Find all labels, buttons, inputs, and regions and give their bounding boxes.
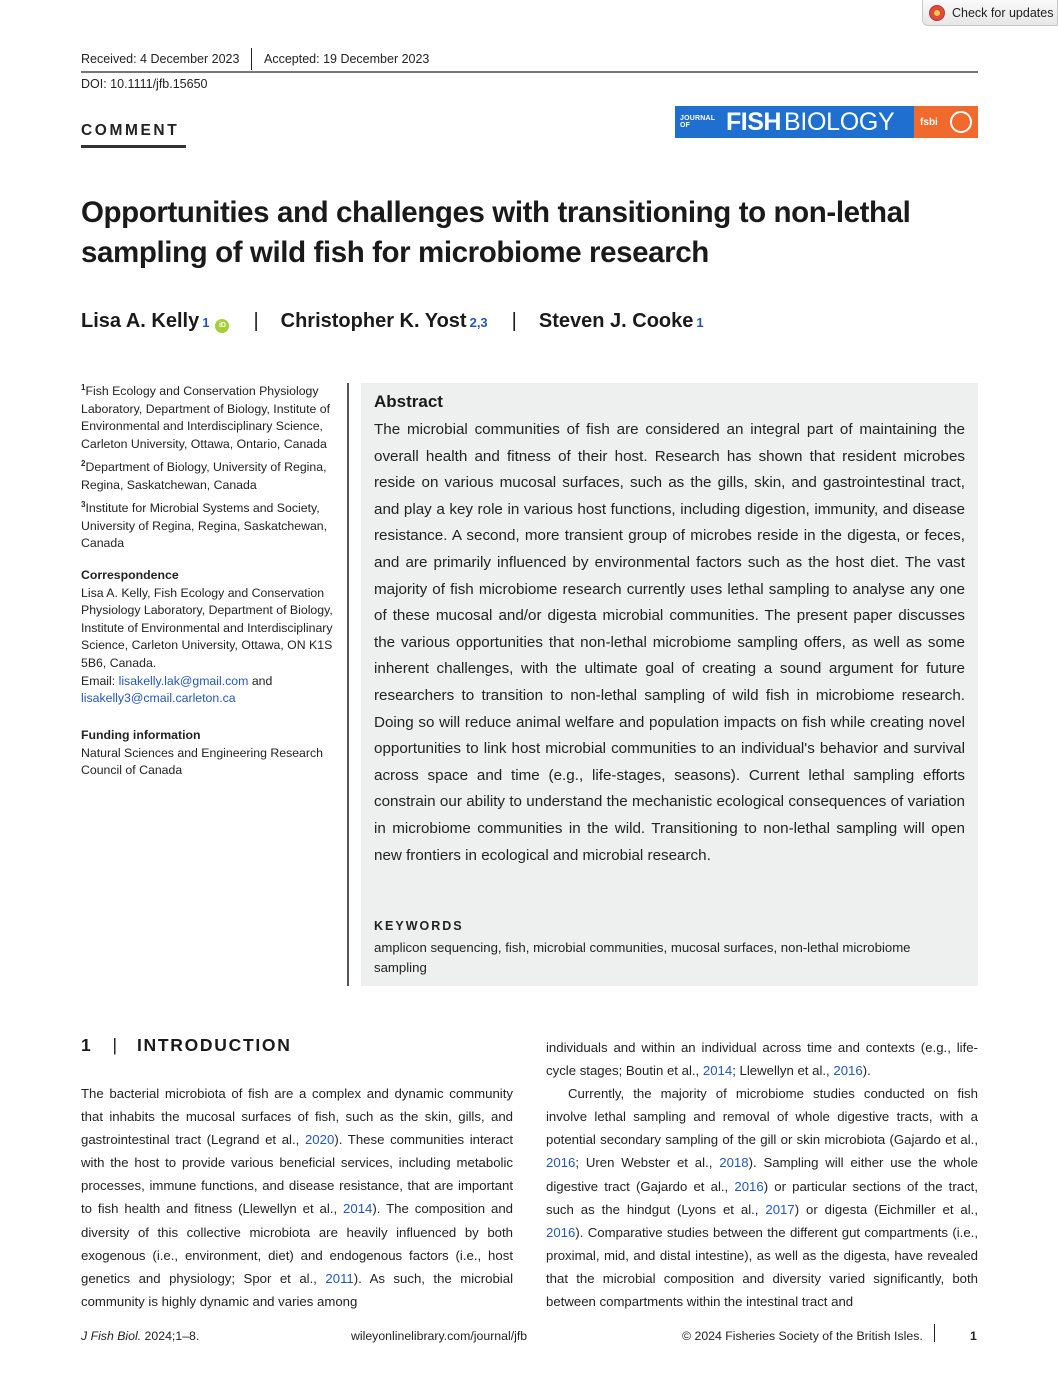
author-separator: | (253, 310, 259, 332)
fsbi-text: fsbi (920, 116, 938, 128)
received-date: Received: 4 December 2023 (81, 52, 240, 66)
citation-year-link[interactable]: 2016 (546, 1155, 576, 1171)
logo-biology-text: BIOLOGY (783, 107, 895, 136)
correspondence-block (81, 567, 343, 708)
affiliation-2 (81, 455, 343, 494)
author-separator: | (511, 310, 517, 332)
citation-year-link[interactable]: 2014 (343, 1201, 373, 1217)
affiliation-text: Department of Biology, University of Regina, Regina, Saskatchewan, Canada (81, 460, 327, 492)
author-affiliation-ref[interactable]: 2,3 (469, 315, 488, 330)
funding-block (81, 727, 343, 780)
body-text: The bacterial microbiota of fish are a complex and dynamic community that inhabits the mucosal surfaces of fish, such as the skin, gills, and gastrointestinal tract (Legrand et al., (81, 1086, 513, 1148)
body-text: ). Comparative studies between the different gut compartments (i.e., proximal, mid, and distal intestine), as well as the digesta, have revealed that the microbial composition and diversity varied significantly, both between compartments within the intestinal tract and (546, 1224, 978, 1310)
keywords-text: amplicon sequencing, fish, microbial communities, mucosal surfaces, non-lethal microbiome sampling (374, 940, 911, 975)
email-link-2[interactable]: lisakelly3@cmail.carleton.ca (81, 691, 236, 706)
citation-year-link[interactable]: 2011 (325, 1270, 354, 1286)
check-for-updates-button[interactable] (922, 0, 1058, 26)
intro-right-column (546, 1036, 978, 1313)
email-label: Email: (81, 673, 116, 688)
abstract-divider (347, 383, 349, 986)
affiliation-text: Fish Ecology and Conservation Physiology Laboratory, Department of Biology, Institute of Environmental and Interdisciplinary Science, Carleton University, Ottawa, Ontario, Canada (81, 384, 331, 451)
fsbi-logo (914, 106, 978, 138)
intro-paragraph (546, 1036, 978, 1082)
section-title: INTRODUCTION (136, 1035, 292, 1055)
correspondence-text: Lisa A. Kelly, Fish Ecology and Conservation Physiology Laboratory, Department of Biology, Institute of Environmental and Interdisciplinary Science, Carleton University, Ottawa, ON K1S 5B6, Canada. (81, 585, 333, 670)
citation-journal: J Fish Biol. (81, 1329, 142, 1343)
journal-logo (675, 106, 978, 138)
header-separator (251, 48, 252, 70)
society-seal-icon (950, 111, 972, 133)
orcid-icon[interactable]: iD (215, 319, 229, 333)
citation-year-link[interactable]: 2016 (833, 1063, 863, 1079)
footer-copyright: © 2024 Fisheries Society of the British Isles. (682, 1329, 923, 1343)
body-text: ) or particular sections of the tract, such as the hindgut (Lyons et al., (546, 1178, 978, 1217)
body-text: ). As such, the microbial community is highly dynamic and varies among (81, 1270, 513, 1309)
citation-year-link[interactable]: 2020 (304, 1132, 335, 1148)
affiliation-1 (81, 379, 343, 453)
citation-year-link[interactable]: 2016 (734, 1178, 764, 1194)
logo-fish-text: FISH (726, 107, 781, 136)
keywords-heading: KEYWORDS (374, 919, 464, 933)
citation-year-link[interactable]: 2018 (719, 1155, 749, 1171)
funding-heading: Funding information (81, 728, 201, 742)
body-text: ) or digesta (Eichmiller et al., (794, 1201, 978, 1217)
intro-paragraph (546, 1082, 978, 1313)
check-for-updates-label: Check for updates (952, 5, 1054, 20)
abstract-text: The microbial communities of fish are considered an integral part of maintaining the overall health and fitness of their host. Research has shown that resident microbes reside on various mucosal surfaces, such as the gills, skin, and gastrointestinal tract, and play a key role in various host functions, including digestion, immunity, and disease resistance. A second, more transient group of microbes reside in the digesta, or feces, and are primarily influenced by environmental factors such as the host diet. The vast majority of fish microbiome research currently uses lethal sampling to analyse any one of these mucosal and/or digesta microbial communities. The present paper discusses the various opportunities that non-lethal microbiome sampling offers, as well as some inherent challenges, with the ultimate goal of creating a sound argument for future researchers to transition to non-lethal sampling of wild fish in microbiome research. Doing so will reduce animal welfare and population impacts on fish while creating novel opportunities to link host microbial communities to an individual's behavior and survival across space and time (e.g., life-stages, seasons). Current lethal sampling efforts constrain our ability to understand the mechanistic ecological consequences of variation in microbiome communities in the wild. Transitioning to non-lethal sampling will open new frontiers in ecological and microbial research. (374, 421, 965, 864)
logo-small-text: JOURNAL OF (680, 115, 716, 129)
article-type: COMMENT (81, 122, 180, 139)
section-number: 1 (81, 1035, 93, 1055)
body-text: ). Sampling will either use the whole digestive tract (Gajardo et al., (546, 1155, 978, 1194)
affiliation-text: Institute for Microbial Systems and Society, University of Regina, Regina, Saskatchewan, Canada (81, 501, 328, 551)
footer-citation (81, 1329, 199, 1343)
citation-year-link[interactable]: 2017 (765, 1201, 795, 1217)
author-name[interactable]: Steven J. Cooke (538, 310, 694, 332)
citation-details: 2024;1–8. (141, 1329, 200, 1343)
body-text: ). The composition and diversity of this collective microbiota are heavily influenced by both exogenous (i.e., environment, diet) and endogenous factors (i.e., host genetics and physiology; Spor et al., (81, 1201, 513, 1286)
correspondence-heading: Correspondence (81, 568, 179, 582)
body-text: ). These communities interact with the host to provide various beneficial services, including metabolic processes, immune functions, and disease resistance, that are important to fish health and fitness (Llewellyn et al., (81, 1132, 513, 1217)
body-text: ; Uren Webster et al., (575, 1155, 720, 1171)
citation-year-link[interactable]: 2014 (702, 1063, 733, 1079)
section-separator: | (112, 1035, 117, 1055)
section-heading (81, 1035, 292, 1056)
footer-separator (934, 1324, 935, 1342)
footer-url-link[interactable]: wileyonlinelibrary.com/journal/jfb (351, 1329, 528, 1343)
article-title: Opportunities and challenges with transitioning to non-lethal sampling of wild fish for microbiome research (81, 196, 911, 269)
crossmark-icon (929, 5, 945, 21)
affiliation-number: 2 (81, 459, 86, 468)
intro-left-column (81, 1082, 513, 1313)
body-text: Currently, the majority of microbiome studies conducted on fish involve lethal sampling and removal of whole digestive tracts, with a potential secondary sampling of the gill or skin microbiota (Gajardo et al., (546, 1086, 978, 1148)
abstract-heading: Abstract (374, 392, 443, 411)
citation-year-link[interactable]: 2016 (546, 1224, 576, 1240)
affiliation-number: 1 (81, 383, 86, 392)
email-link-1[interactable]: lisakelly.lak@gmail.com (118, 673, 249, 688)
author-affiliation-ref[interactable]: 1 (202, 315, 210, 330)
funding-text: Natural Sciences and Engineering Research Council of Canada (81, 745, 323, 778)
affiliation-3 (81, 496, 343, 553)
accepted-date: Accepted: 19 December 2023 (264, 52, 430, 66)
body-text: ). (862, 1063, 871, 1079)
email-and: and (251, 673, 273, 688)
body-text: ; Llewellyn et al., (732, 1063, 834, 1079)
body-text: individuals and within an individual across time and contexts (e.g., life-cycle stages; Boutin et al., (546, 1040, 978, 1079)
affiliation-number: 3 (81, 500, 86, 509)
doi: DOI: 10.1111/jfb.15650 (81, 77, 208, 91)
author-list (81, 310, 704, 333)
author-name[interactable]: Lisa A. Kelly (81, 310, 200, 332)
article-type-rule (81, 145, 186, 148)
author-affiliation-ref[interactable]: 1 (696, 315, 704, 330)
page-number: 1 (970, 1329, 977, 1343)
author-name[interactable]: Christopher K. Yost (280, 310, 467, 332)
intro-paragraph (81, 1082, 513, 1313)
header-rule (81, 71, 978, 73)
